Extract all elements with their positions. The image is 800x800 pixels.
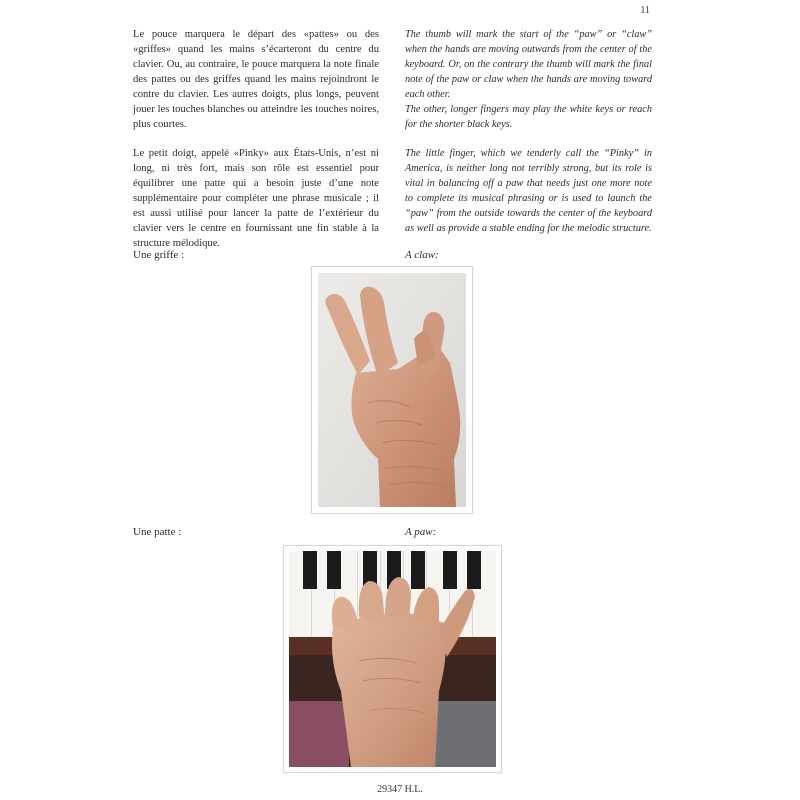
caption-claw-english: A claw:: [405, 249, 439, 261]
english-paragraph-2: The little finger, which we tenderly call the “Pinky” in America, is neither long not terribly strong, but its role is vital in balancing off a paw that needs just one more note to complete its musical phrasing or is used to launch the “paw” from the outside towards the center of the keyboard as well as provide a stable ending for the melodic structure.: [405, 148, 652, 234]
page-number: 11: [640, 5, 650, 16]
english-paragraph-1b: The other, longer fingers may play the white keys or reach for the shorter black keys.: [405, 104, 652, 130]
caption-paw-english: A paw:: [405, 526, 437, 538]
claw-photo-frame: [311, 266, 473, 514]
footer-code: 29347 H.L.: [377, 784, 423, 795]
english-paragraph-1: [405, 27, 652, 132]
caption-paw-french: Une patte :: [133, 526, 182, 538]
caption-claw-french: Une griffe :: [133, 249, 185, 261]
english-paragraph-1a: The thumb will mark the start of the “paw” or “claw” when the hands are moving outwards from the center of the keyboard. Or, on the contrary the thumb will mark the final note of the paw or claw when the hands are moving toward each other.: [405, 29, 652, 100]
paw-hand-photo: [289, 551, 496, 767]
french-paragraph-1: Le pouce marquera le départ des «pattes» ou des «griffes» quand les mains s’écarteront du centre du clavier. Ou, au contraire, le pouce marquera la note finale des pattes ou des griffes quand les mains rejoindront le contre du clavier. Les autres doigts, plus longs, peuvent jouer les touches blanches ou atteindre les touches noires, plus courtes.: [133, 29, 379, 130]
paw-photo-frame: [283, 545, 502, 773]
french-paragraph-2: Le petit doigt, appelé «Pinky» aux États-Unis, n’est ni long, ni très fort, mais son rôle est essentiel pour équilibrer une patte qui a besoin juste d’une note supplémentaire pour compléter une phrase musicale ; il est aussi utilisé pour lancer la patte de l’extérieur du clavier vers le centre en fournissant une fin stable à la structure mélodique.: [133, 148, 379, 249]
claw-hand-photo: [318, 273, 466, 507]
